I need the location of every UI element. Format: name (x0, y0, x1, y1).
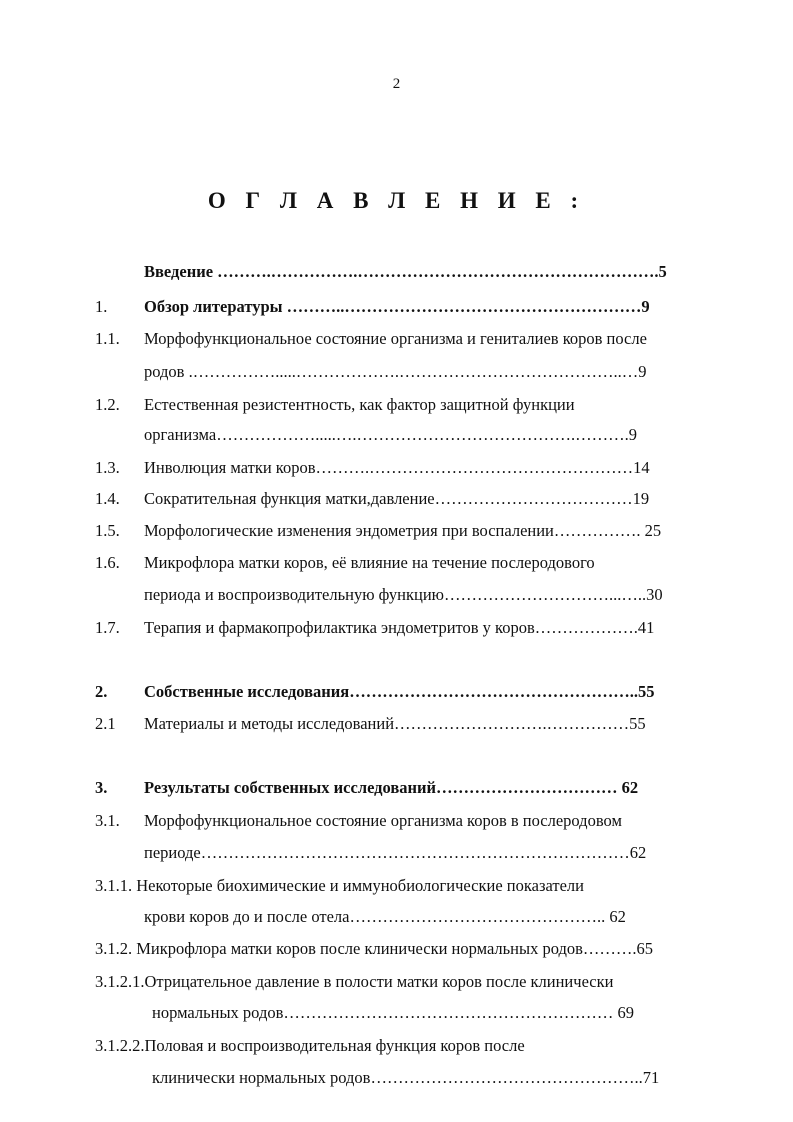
toc-entry-text: 3.1.2.1.Отрицательное давление в полости матки коров после клинически (95, 972, 614, 991)
toc-entry-text: Терапия и фармакопрофилактика эндометритов у коров……………….41 (144, 618, 655, 637)
toc-entry-number: 1.2. (95, 395, 120, 414)
toc-entry-text: Обзор литературы ………..………………………………………………9 (144, 297, 650, 316)
toc-entry-text: Морфофункциональное состояние организма коров в послеродовом (144, 811, 622, 830)
toc-entry-text: клинически нормальных родов…………………………………………..71 (152, 1068, 660, 1087)
toc-entry-number: 2. (95, 682, 108, 701)
toc-entry-text: Морфофункциональное состояние организма и гениталиев коров после (144, 329, 647, 348)
toc-entry-number: 1.4. (95, 489, 120, 508)
toc-entry-text: периода и воспроизводительную функцию…………………………...…..30 (144, 585, 663, 604)
toc-entry-number: 1.3. (95, 458, 120, 477)
toc-entry-number: 2.1 (95, 714, 116, 733)
toc-entry-text: 3.1.2. Микрофлора матки коров после клинически нормальных родов……….65 (95, 939, 654, 958)
toc-entry-text: нормальных родов…………………………………………………… 69 (152, 1003, 635, 1022)
toc-entry-number: 3. (95, 778, 108, 797)
toc-entry-number: 1. (95, 297, 108, 316)
toc-entry-text: Инволюция матки коров……….…………………………………………14 (144, 458, 650, 477)
toc-entry-text: периоде……………………………………………………………………62 (144, 843, 647, 862)
toc-entry-text: организма……………….....….………………………………….……….9 (144, 425, 637, 444)
toc-entry-number: 1.7. (95, 618, 120, 637)
toc-entry-text: крови коров до и после отела……………………………………….. 62 (144, 907, 626, 926)
toc-entry-text: Введение ……….…………….……………………………………………….5 (144, 262, 667, 281)
toc-entry-number: 1.6. (95, 553, 120, 572)
toc-entry-text: Сократительная функция матки,давление………………………………19 (144, 489, 650, 508)
toc-entry-text: Естественная резистентность, как фактор защитной функции (144, 395, 575, 414)
page-title: О Г Л А В Л Е Н И Е : (207, 188, 586, 213)
toc-entry-text: 3.1.2.2.Половая и воспроизводительная функция коров после (95, 1036, 525, 1055)
toc-entry-number: 3.1. (95, 811, 120, 830)
toc-entry-number: 1.5. (95, 521, 120, 540)
toc-entry-text: родов .…………….....……………….…………………………………..…9 (144, 362, 647, 381)
toc-entry-text: Результаты собственных исследований…………………………… 62 (144, 778, 639, 797)
toc-entry-text: Морфологические изменения эндометрия при воспалении……………. 25 (144, 521, 662, 540)
toc-entry-text: Собственные исследования……………………………………………..55 (144, 682, 655, 701)
toc-entry-text: Микрофлора матки коров, её влияние на течение послеродового (144, 553, 595, 572)
toc-entry-text: 3.1.1. Некоторые биохимические и иммунобиологические показатели (95, 876, 584, 895)
toc-entry-text: Материалы и методы исследований……………………….……………55 (144, 714, 646, 733)
toc-entry-number: 1.1. (95, 329, 120, 348)
page-number: 2 (392, 76, 401, 92)
